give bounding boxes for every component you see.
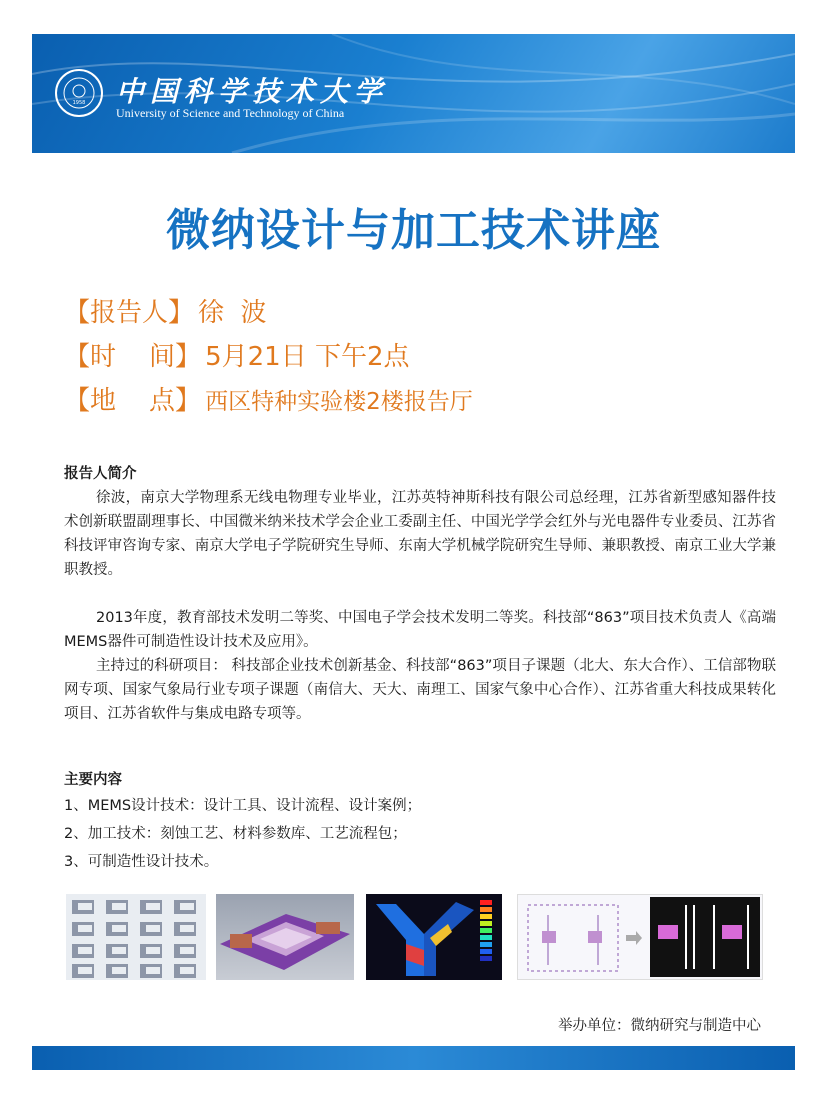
content-item: 2、加工技术：刻蚀工艺、材料参数库、工艺流程包； — [64, 826, 407, 842]
content-heading: 主要内容 — [64, 772, 122, 788]
place-label: 【地 点】 — [64, 386, 202, 416]
content-item: 3、可制造性设计技术。 — [64, 854, 219, 870]
content-list — [64, 792, 421, 876]
place-value: 西区特种实验楼2楼报告厅 — [205, 389, 473, 415]
organizer-text: 举办单位：微纳研究与制造中心 — [558, 1018, 761, 1034]
layout-design-image — [517, 894, 763, 980]
intro-paragraph-1: 徐波，南京大学物理系无线电物理专业毕业，江苏英特神斯科技有限公司总经理，江苏省新型感知器件技术创新联盟副理事长、中国微米纳米技术学会企业工委副主任、中国光学学会红外与光电器件专业委员、江苏省科技评审咨询专家、南京大学电子学院研究生导师、东南大学机械学院研究生导师、兼职教授、南京工业大学兼职教授。 — [64, 490, 776, 578]
simulation-result-image — [366, 894, 502, 980]
time-value: 5月21日 下午2点 — [205, 342, 410, 372]
mems-structure-array-image — [66, 894, 206, 980]
speaker-value: 徐 波 — [198, 298, 267, 328]
footer-bar — [32, 1046, 795, 1070]
speaker-label: 【报告人】 — [64, 298, 195, 328]
arrow-right-icon — [626, 931, 642, 945]
place-line — [64, 386, 473, 417]
time-label: 【时 间】 — [64, 342, 202, 372]
lecture-title: 微纳设计与加工技术讲座 — [166, 205, 661, 256]
content-item: 1、MEMS设计技术：设计工具、设计流程、设计案例； — [64, 798, 422, 814]
seal-year: 1958 — [72, 100, 86, 106]
mems-3d-model-image — [216, 894, 354, 980]
university-seal-icon — [54, 68, 104, 118]
speaker-line — [64, 298, 267, 328]
intro-paragraph-3: 主持过的科研项目： 科技部企业技术创新基金、科技部“863”项目子课题（北大、东大合作）、工信部物联网专项、国家气象局行业专项子课题（南信大、天大、南理工、国家气象中心合作）、江苏省重大科技成果转化项目、江苏省软件与集成电路专项等。 — [64, 658, 776, 722]
university-name-cn: 中国科学技术大学 — [116, 75, 389, 108]
intro-paragraph-2: 2013年度，教育部技术发明二等奖、中国电子学会技术发明二等奖。科技部“863”项目技术负责人《高端MEMS器件可制造性设计技术及应用》。 — [64, 610, 776, 650]
intro-heading: 报告人简介 — [64, 466, 137, 482]
time-line — [64, 342, 410, 372]
university-name-en: University of Science and Technology of China — [116, 106, 345, 120]
